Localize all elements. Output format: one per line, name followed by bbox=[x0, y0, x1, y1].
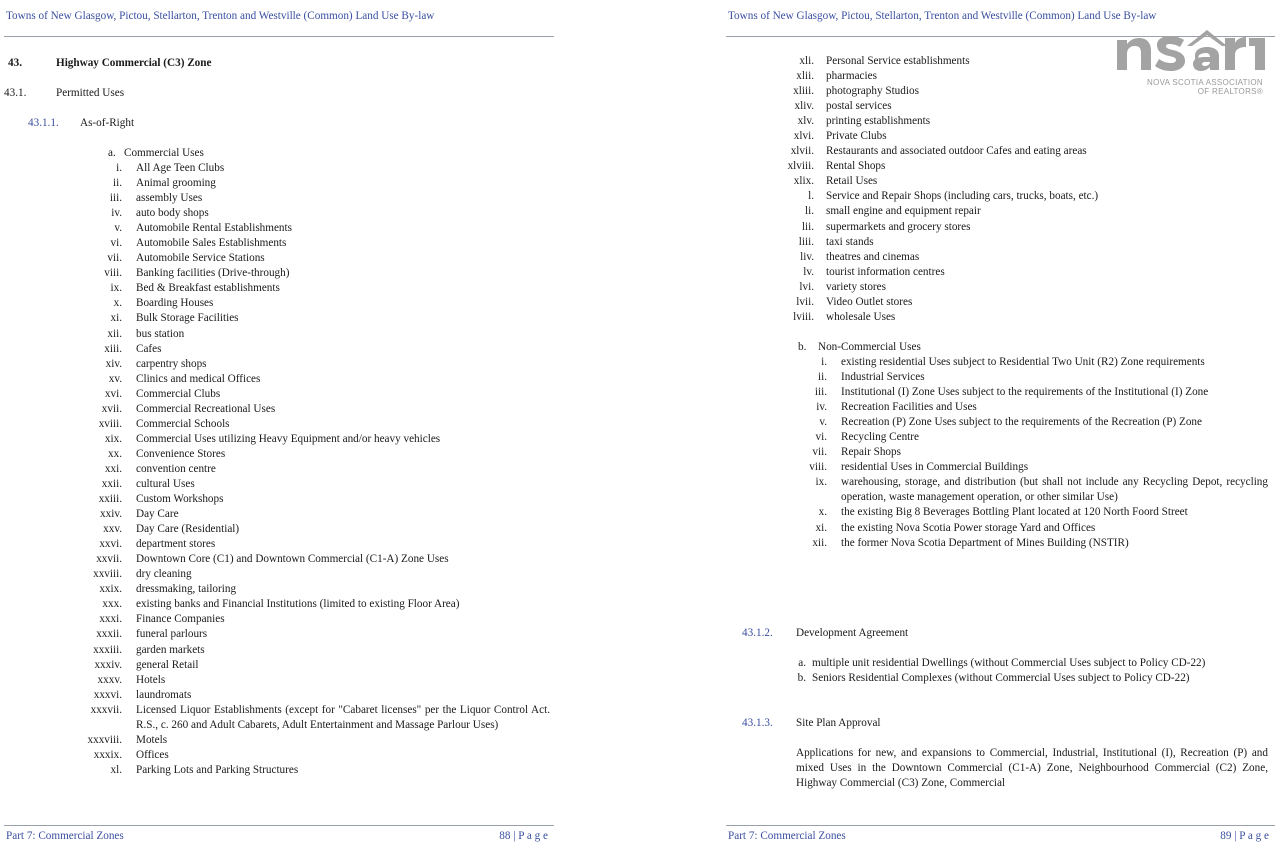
list-item-text: Bulk Storage Facilities bbox=[136, 312, 239, 325]
section-number: 43. bbox=[8, 57, 22, 69]
list-item bbox=[797, 505, 1268, 520]
list-item-text: Banking facilities (Drive-through) bbox=[136, 267, 290, 280]
list-item bbox=[80, 627, 550, 642]
list-item-text: tourist information centres bbox=[826, 265, 945, 278]
commercial-uses-list bbox=[80, 161, 550, 778]
list-item bbox=[80, 251, 550, 266]
list-item-text: printing establishments bbox=[826, 115, 931, 128]
list-item bbox=[772, 265, 1272, 280]
list-item bbox=[80, 582, 550, 597]
list-item-text: Recycling Centre bbox=[841, 431, 919, 444]
list-item-text: variety stores bbox=[826, 280, 886, 293]
list-item bbox=[80, 402, 550, 417]
list-item bbox=[80, 432, 550, 447]
list-item bbox=[80, 492, 550, 507]
list-item-text: Restaurants and associated outdoor Cafes and eating areas bbox=[826, 145, 1087, 158]
list-item bbox=[80, 703, 550, 733]
list-item-text: pharmacies bbox=[826, 70, 877, 83]
list-item-number: xiv. bbox=[105, 357, 122, 370]
list-item-number: vi. bbox=[110, 237, 122, 250]
list-item-text: small engine and equipment repair bbox=[826, 205, 981, 218]
list-item-number: lvi. bbox=[799, 280, 814, 293]
list-item-text: Offices bbox=[136, 748, 169, 761]
list-item-number: liii. bbox=[798, 235, 814, 248]
page-number: 88 | P a g e bbox=[499, 830, 548, 842]
list-item bbox=[80, 311, 550, 326]
list-item bbox=[772, 204, 1272, 219]
list-item-text: Commercial Schools bbox=[136, 417, 230, 430]
development-agreement-number: 43.1.2. bbox=[742, 627, 773, 639]
list-item-text: Recreation (P) Zone Uses subject to the requirements of the Recreation (P) Zone bbox=[841, 416, 1202, 429]
list-item-text: Retail Uses bbox=[826, 175, 878, 188]
list-item-text: multiple unit residential Dwellings (without Commercial Uses subject to Policy CD-22) bbox=[812, 657, 1206, 669]
list-item-number: xi. bbox=[815, 521, 827, 534]
list-item-text: Cafes bbox=[136, 342, 162, 355]
list-item-number: iii. bbox=[814, 386, 827, 399]
list-item-number: i. bbox=[116, 162, 122, 174]
list-item bbox=[797, 400, 1268, 415]
list-item-number: vi. bbox=[815, 431, 827, 444]
logo-line-2: OF REALTORS® bbox=[1197, 87, 1263, 96]
list-item bbox=[796, 656, 1268, 671]
list-item bbox=[80, 643, 550, 658]
list-item-text: Clinics and medical Offices bbox=[136, 372, 261, 385]
list-item bbox=[80, 327, 550, 342]
list-item-text: postal services bbox=[826, 100, 892, 113]
list-item bbox=[80, 387, 550, 402]
section-title: Highway Commercial (C3) Zone bbox=[56, 57, 212, 69]
page-88 bbox=[0, 0, 560, 856]
list-item-number: xl. bbox=[110, 763, 122, 776]
list-item-text: bus station bbox=[136, 327, 185, 340]
list-item-number: xlviii. bbox=[787, 160, 814, 173]
list-item-text: Downtown Core (C1) and Downtown Commercial (C1-A) Zone Uses bbox=[136, 553, 449, 566]
list-item-number: a. bbox=[798, 657, 806, 669]
list-item bbox=[797, 460, 1268, 475]
header-rule bbox=[4, 36, 554, 37]
subsubsection-title: As-of-Right bbox=[80, 117, 135, 129]
list-item-number: ix. bbox=[110, 282, 122, 295]
list-item-text: dry cleaning bbox=[136, 568, 192, 581]
list-item-text: residential Uses in Commercial Buildings bbox=[841, 461, 1029, 474]
list-item-text: Custom Workshops bbox=[136, 493, 224, 506]
list-item-number: liv. bbox=[800, 250, 814, 263]
non-commercial-uses-list bbox=[797, 355, 1268, 551]
list-item-number: xvi. bbox=[104, 387, 122, 400]
list-item-number: xlvii. bbox=[790, 145, 814, 158]
list-item-number: xliv. bbox=[794, 100, 814, 113]
list-item bbox=[80, 537, 550, 552]
list-item-number: xxviii. bbox=[93, 568, 122, 581]
list-item-number: xii. bbox=[812, 536, 827, 549]
list-item-number: iii. bbox=[109, 192, 122, 205]
list-item-text: Boarding Houses bbox=[136, 297, 214, 310]
list-item-text: the former Nova Scotia Department of Mines Building (NSTIR) bbox=[841, 536, 1129, 549]
list-item-number: v. bbox=[819, 416, 827, 429]
list-item-number: viii. bbox=[104, 267, 122, 280]
list-item bbox=[80, 266, 550, 281]
list-item bbox=[80, 567, 550, 582]
list-item bbox=[80, 372, 550, 387]
list-item-number: xxxviii. bbox=[87, 733, 122, 746]
list-item-number: xxiii. bbox=[98, 493, 122, 506]
list-item-number: xliii. bbox=[793, 85, 814, 98]
list-item-number: xiii. bbox=[104, 342, 122, 355]
list-item bbox=[80, 342, 550, 357]
list-item-text: Commercial Recreational Uses bbox=[136, 402, 276, 415]
list-item-number: ii. bbox=[112, 177, 122, 190]
list-item bbox=[797, 445, 1268, 460]
list-item-number: xxv. bbox=[103, 523, 122, 536]
list-item-text: Service and Repair Shops (including cars, trucks, boats, etc.) bbox=[826, 190, 1099, 203]
list-item-text: Finance Companies bbox=[136, 613, 225, 626]
list-item-text: Commercial Uses utilizing Heavy Equipment and/or heavy vehicles bbox=[136, 432, 441, 445]
footer-rule bbox=[4, 825, 554, 826]
list-item-number: xxxi. bbox=[99, 613, 122, 626]
list-item-number: xxii. bbox=[101, 477, 122, 490]
list-item-text: Private Clubs bbox=[826, 130, 887, 143]
subsubsection-number: 43.1.1. bbox=[28, 117, 59, 129]
list-item bbox=[772, 310, 1272, 325]
list-item-number: xix. bbox=[104, 432, 122, 445]
list-item bbox=[80, 552, 550, 567]
list-item-text: Parking Lots and Parking Structures bbox=[136, 763, 299, 776]
list-item-text: funeral parlours bbox=[136, 628, 208, 641]
list-item-text: Day Care bbox=[136, 508, 179, 521]
list-item bbox=[772, 69, 1272, 84]
list-item-number: xlv. bbox=[797, 115, 814, 128]
list-item-number: xii. bbox=[107, 327, 122, 340]
list-item bbox=[80, 462, 550, 477]
list-item-text: Rental Shops bbox=[826, 160, 886, 173]
list-item-text: existing residential Uses subject to Residential Two Unit (R2) Zone requirements bbox=[841, 356, 1205, 368]
list-item-number: li. bbox=[804, 205, 814, 218]
list-item-text: Hotels bbox=[136, 673, 166, 686]
list-item-number: lviii. bbox=[793, 310, 814, 323]
page-number: 89 | P a g e bbox=[1220, 830, 1269, 842]
subsection-title: Permitted Uses bbox=[56, 87, 125, 99]
list-item-number: xxi. bbox=[104, 462, 122, 475]
list-item bbox=[80, 763, 550, 778]
list-item-number: v. bbox=[114, 222, 122, 235]
list-item bbox=[80, 296, 550, 311]
list-item-text: warehousing, storage, and distribution (but shall not include any Recycling Depot, recycling operation, waste management operation, or other similar Use) bbox=[841, 476, 1268, 504]
list-item-number: xxvii. bbox=[96, 553, 122, 566]
list-item-text: All Age Teen Clubs bbox=[136, 162, 225, 174]
list-item-number: lii. bbox=[801, 220, 814, 233]
list-item bbox=[80, 748, 550, 763]
list-item-number: xxix. bbox=[99, 583, 122, 596]
list-item bbox=[80, 357, 550, 372]
list-item-text: Licensed Liquor Establishments (except for "Cabaret licenses" per the Liquor Control Act. R.S., c. 260 and Adult Cabarets, Adult Entertainment and Massage Parlour Uses) bbox=[136, 703, 550, 731]
list-item bbox=[80, 673, 550, 688]
list-item-number: xvii. bbox=[101, 402, 122, 415]
group-label: a. bbox=[108, 147, 116, 159]
list-item bbox=[772, 174, 1272, 189]
list-item-number: iv. bbox=[816, 401, 827, 414]
list-item bbox=[772, 235, 1272, 250]
list-item bbox=[772, 129, 1272, 144]
list-item-number: xlix. bbox=[793, 175, 814, 188]
group-b-label: b. bbox=[798, 341, 807, 353]
list-item bbox=[797, 521, 1268, 536]
list-item bbox=[80, 612, 550, 627]
list-item-number: ii. bbox=[817, 371, 827, 384]
list-item-number: viii. bbox=[809, 461, 827, 474]
list-item-text: Repair Shops bbox=[841, 446, 901, 459]
list-item bbox=[80, 447, 550, 462]
list-item-text: photography Studios bbox=[826, 85, 919, 98]
list-item bbox=[772, 54, 1272, 69]
list-item-text: garden markets bbox=[136, 643, 205, 656]
commercial-uses-list-continued bbox=[772, 54, 1272, 325]
list-item-number: xlvi. bbox=[793, 130, 814, 143]
running-head: Towns of New Glasgow, Pictou, Stellarton, Trenton and Westville (Common) Land Use By-law bbox=[6, 10, 435, 22]
list-item bbox=[772, 280, 1272, 295]
development-agreement-list bbox=[796, 656, 1268, 686]
list-item bbox=[80, 597, 550, 612]
list-item bbox=[772, 99, 1272, 114]
list-item bbox=[772, 159, 1272, 174]
list-item-text: Automobile Sales Establishments bbox=[136, 237, 287, 250]
list-item-number: x. bbox=[818, 506, 827, 519]
list-item-number: b. bbox=[797, 672, 806, 685]
group-b-title: Non-Commercial Uses bbox=[818, 341, 921, 353]
list-item-number: lvii. bbox=[796, 295, 814, 308]
list-item-number: xxxii. bbox=[96, 628, 122, 641]
list-item-text: Automobile Service Stations bbox=[136, 252, 265, 265]
list-item-text: theatres and cinemas bbox=[826, 250, 920, 263]
list-item-text: auto body shops bbox=[136, 207, 209, 220]
list-item-number: xxiv. bbox=[100, 508, 122, 521]
list-item-number: xx. bbox=[108, 447, 122, 460]
list-item bbox=[80, 176, 550, 191]
list-item-number: xli. bbox=[799, 55, 814, 67]
list-item-text: Recreation Facilities and Uses bbox=[841, 401, 977, 414]
list-item-number: xviii. bbox=[98, 417, 122, 430]
site-plan-title: Site Plan Approval bbox=[796, 717, 881, 729]
list-item-number: x. bbox=[113, 297, 122, 310]
list-item bbox=[80, 191, 550, 206]
list-item bbox=[80, 477, 550, 492]
list-item-text: Bed & Breakfast establishments bbox=[136, 282, 280, 295]
list-item bbox=[80, 161, 550, 176]
list-item bbox=[772, 144, 1272, 159]
list-item bbox=[797, 355, 1268, 370]
list-item bbox=[80, 417, 550, 432]
list-item-number: vii. bbox=[812, 446, 827, 459]
running-head: Towns of New Glasgow, Pictou, Stellarton, Trenton and Westville (Common) Land Use By-law bbox=[728, 10, 1157, 22]
development-agreement-title: Development Agreement bbox=[796, 627, 909, 639]
list-item-text: convention centre bbox=[136, 462, 216, 475]
list-item-text: Commercial Clubs bbox=[136, 387, 221, 400]
list-item-text: Day Care (Residential) bbox=[136, 523, 240, 536]
list-item-number: vii. bbox=[107, 252, 122, 265]
group-title: Commercial Uses bbox=[124, 147, 204, 159]
list-item-text: Convenience Stores bbox=[136, 447, 226, 460]
list-item bbox=[797, 385, 1268, 400]
footer-section: Part 7: Commercial Zones bbox=[728, 830, 846, 842]
list-item-text: Automobile Rental Establishments bbox=[136, 222, 292, 235]
list-item-number: xlii. bbox=[796, 70, 814, 83]
site-plan-number: 43.1.3. bbox=[742, 717, 773, 729]
list-item-number: xxxv. bbox=[97, 673, 122, 686]
list-item bbox=[797, 370, 1268, 385]
list-item bbox=[772, 84, 1272, 99]
list-item-number: xxxvi. bbox=[93, 688, 122, 701]
logo-line-1: NOVA SCOTIA ASSOCIATION bbox=[1147, 78, 1263, 87]
list-item bbox=[772, 250, 1272, 265]
list-item-text: carpentry shops bbox=[136, 357, 207, 370]
list-item-number: xxxvii. bbox=[90, 703, 122, 716]
list-item bbox=[772, 189, 1272, 204]
list-item-text: taxi stands bbox=[826, 235, 874, 248]
list-item-text: Industrial Services bbox=[841, 371, 925, 384]
list-item-number: xxxix. bbox=[93, 748, 122, 761]
list-item-text: laundromats bbox=[136, 688, 192, 701]
list-item bbox=[772, 295, 1272, 310]
list-item bbox=[80, 733, 550, 748]
list-item-number: iv. bbox=[111, 207, 122, 220]
list-item bbox=[797, 475, 1268, 505]
list-item-text: general Retail bbox=[136, 658, 199, 671]
list-item-text: Seniors Residential Complexes (without Commercial Uses subject to Policy CD-22) bbox=[812, 672, 1190, 685]
list-item bbox=[80, 507, 550, 522]
list-item bbox=[797, 415, 1268, 430]
list-item-number: i. bbox=[821, 356, 827, 368]
list-item-number: l. bbox=[808, 190, 814, 203]
list-item bbox=[772, 114, 1272, 129]
list-item bbox=[80, 221, 550, 236]
list-item-number: xxxiii. bbox=[93, 643, 122, 656]
footer-rule bbox=[726, 825, 1275, 826]
list-item-text: Motels bbox=[136, 733, 168, 746]
list-item bbox=[80, 658, 550, 673]
list-item-number: xv. bbox=[108, 372, 122, 385]
list-item-text: supermarkets and grocery stores bbox=[826, 220, 971, 233]
list-item-text: Institutional (I) Zone Uses subject to the requirements of the Institutional (I) Zone bbox=[841, 386, 1209, 399]
list-item-text: assembly Uses bbox=[136, 192, 203, 205]
footer-section: Part 7: Commercial Zones bbox=[6, 830, 124, 842]
list-item-text: the existing Big 8 Beverages Bottling Plant located at 120 North Foord Street bbox=[841, 506, 1188, 519]
list-item-number: xxvi. bbox=[99, 538, 122, 551]
list-item bbox=[80, 522, 550, 537]
subsection-number: 43.1. bbox=[4, 87, 27, 99]
list-item-number: xxxiv. bbox=[94, 658, 122, 671]
page-89 bbox=[722, 0, 1281, 856]
list-item-number: xi. bbox=[110, 312, 122, 325]
list-item-text: wholesale Uses bbox=[826, 310, 896, 323]
list-item bbox=[797, 430, 1268, 445]
list-item-text: cultural Uses bbox=[136, 477, 195, 490]
list-item-text: dressmaking, tailoring bbox=[136, 583, 237, 596]
list-item-number: ix. bbox=[815, 476, 827, 489]
list-item bbox=[80, 206, 550, 221]
list-item-text: existing banks and Financial Institutions (limited to existing Floor Area) bbox=[136, 598, 460, 611]
list-item-text: the existing Nova Scotia Power storage Yard and Offices bbox=[841, 521, 1096, 534]
list-item bbox=[772, 220, 1272, 235]
list-item-number: xxx. bbox=[102, 598, 122, 611]
site-plan-paragraph: Applications for new, and expansions to Commercial, Industrial, Institutional (I), Recreation (P) and mixed Uses in the Downtown Commercial (C1-A) Zone, Neighbourhood Commercial (C2) Zone, Highway Commercial (C3) Zone, Commercial bbox=[796, 747, 1268, 789]
list-item bbox=[80, 281, 550, 296]
list-item-text: Video Outlet stores bbox=[826, 295, 913, 308]
list-item bbox=[797, 536, 1268, 551]
list-item-text: Animal grooming bbox=[136, 177, 216, 190]
list-item-text: Personal Service establishments bbox=[826, 55, 970, 67]
list-item-text: department stores bbox=[136, 538, 216, 551]
list-item bbox=[80, 688, 550, 703]
list-item bbox=[796, 671, 1268, 686]
list-item bbox=[80, 236, 550, 251]
list-item-number: lv. bbox=[803, 265, 814, 278]
